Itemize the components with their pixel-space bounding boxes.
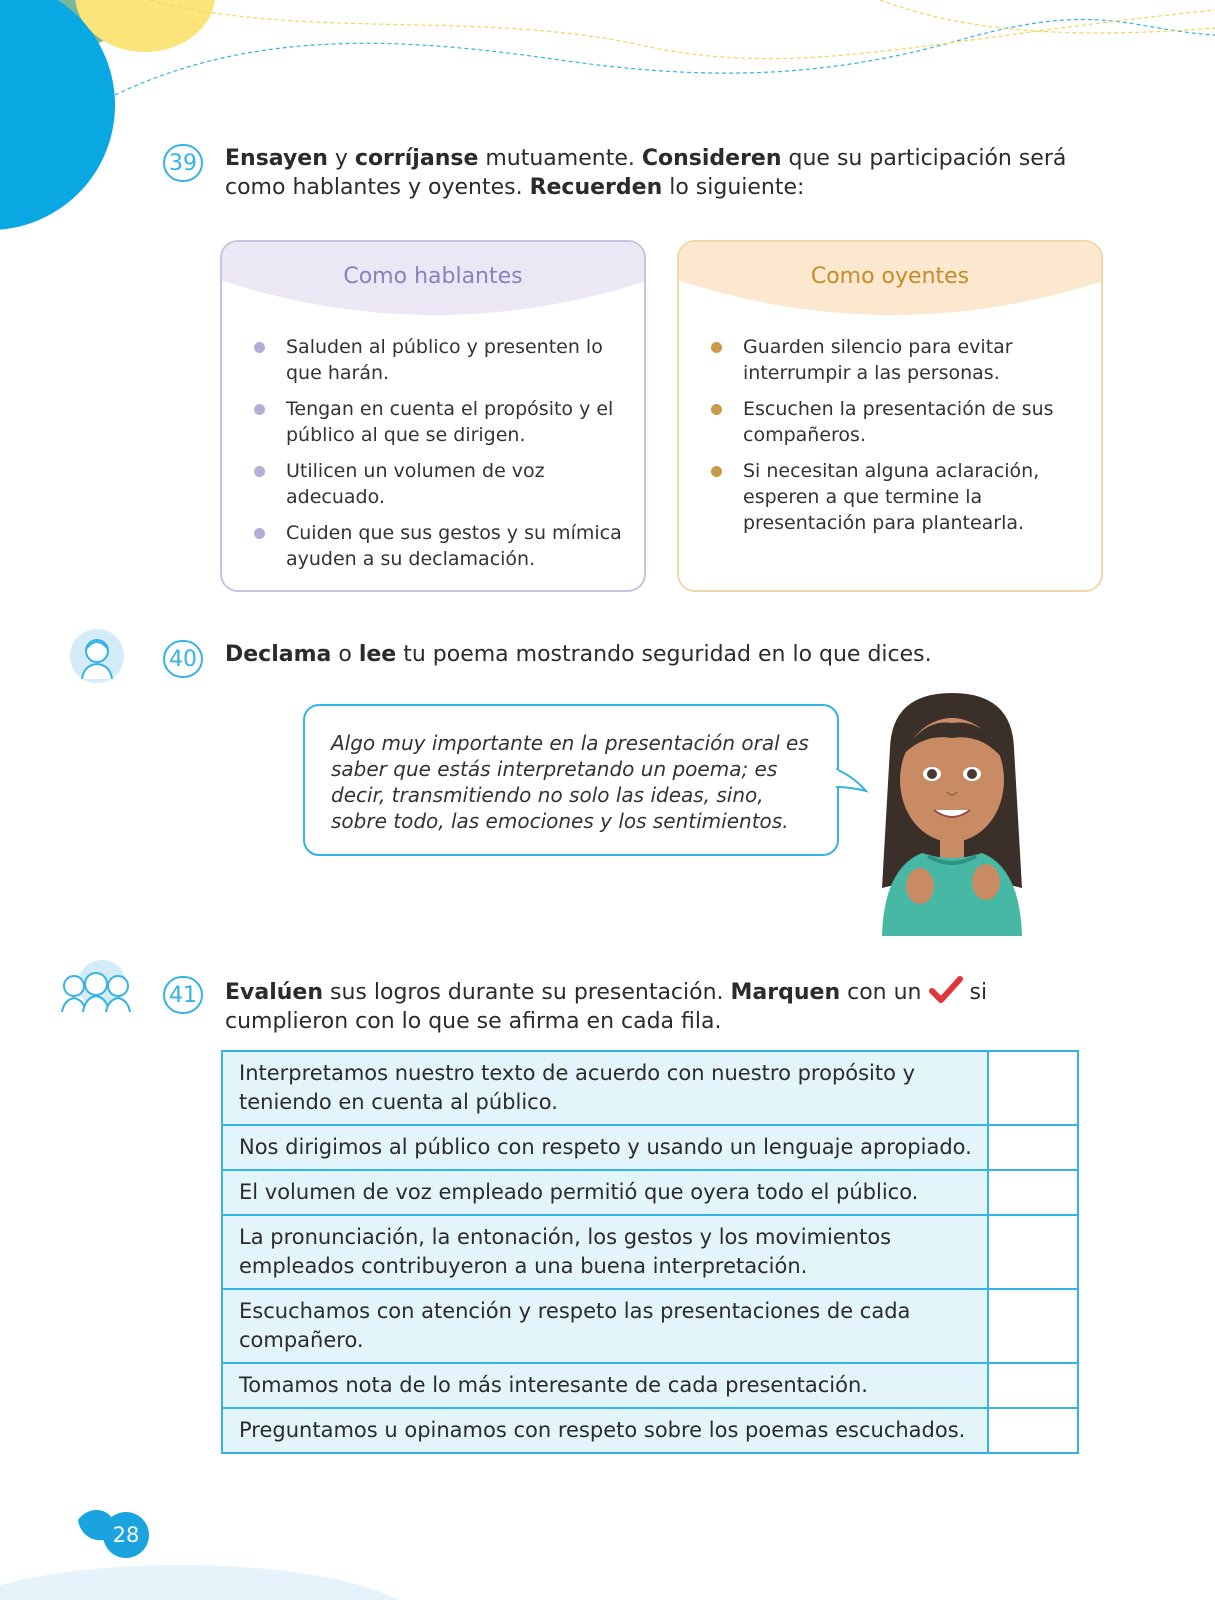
instr-part: si cumplieron con lo que se afirma en cada fila. <box>225 980 988 1034</box>
speakers-list <box>252 334 630 582</box>
list-item <box>252 520 630 572</box>
list-item-text: Utilicen un volumen de voz adecuado. <box>286 460 545 508</box>
instr-part: mutuamente. <box>478 146 642 171</box>
bullet <box>711 466 722 477</box>
table-row <box>222 1051 1078 1125</box>
statement-cell: La pronunciación, la entonación, los gestos y los movimientos empleados contribuyeron a una buena interpretación. <box>222 1215 988 1289</box>
activity-number: 41 <box>163 976 203 1014</box>
check-cell[interactable] <box>988 1408 1078 1453</box>
statement-cell: Preguntamos u opinamos con respeto sobre los poemas escuchados. <box>222 1408 988 1453</box>
list-item-text: Guarden silencio para evitar interrumpir a las personas. <box>743 336 1013 384</box>
list-item-text: Si necesitan alguna aclaración, esperen a que termine la presentación para plantearla. <box>743 460 1040 534</box>
check-cell[interactable] <box>988 1170 1078 1215</box>
instr-part: que su participación será como hablantes y oyentes. <box>225 146 1067 200</box>
check-cell[interactable] <box>988 1363 1078 1408</box>
table-row <box>222 1170 1078 1215</box>
list-item-text: Escuchen la presentación de sus compañeros. <box>743 398 1054 446</box>
instr-part: Marquen <box>730 980 841 1005</box>
statement-cell: Tomamos nota de lo más interesante de cada presentación. <box>222 1363 988 1408</box>
activity-41 <box>163 976 1103 1036</box>
bullet <box>711 342 722 353</box>
speakers-box <box>220 240 646 592</box>
list-item <box>709 334 1087 386</box>
instr-part: corríjanse <box>354 146 479 171</box>
bullet <box>711 404 722 415</box>
table-row <box>222 1125 1078 1170</box>
activity-40 <box>163 640 1103 672</box>
list-item-text: Cuiden que sus gestos y su mímica ayuden a su declamación. <box>286 522 622 570</box>
instr-part: con un <box>840 980 929 1005</box>
bullet <box>254 466 265 477</box>
statement-cell: Interpretamos nuestro texto de acuerdo con nuestro propósito y teniendo en cuenta al público. <box>222 1051 988 1125</box>
group-students-icon <box>56 958 138 1016</box>
list-item <box>252 458 630 510</box>
activity-41-instruction <box>225 976 1103 1036</box>
instr-part: Declama <box>225 642 332 667</box>
statement-cell: Escuchamos con atención y respeto las presentaciones de cada compañero. <box>222 1289 988 1363</box>
instr-part: Recuerden <box>529 175 663 200</box>
listeners-box <box>677 240 1103 592</box>
statement-cell: El volumen de voz empleado permitió que oyera todo el público. <box>222 1170 988 1215</box>
activity-number: 40 <box>163 640 203 678</box>
list-item <box>709 458 1087 536</box>
speech-bubble <box>303 704 839 856</box>
instr-part: Evalúen <box>225 980 324 1005</box>
table-row <box>222 1289 1078 1363</box>
activity-39 <box>163 144 1103 202</box>
list-item <box>252 396 630 448</box>
instr-part: lee <box>358 642 397 667</box>
girl-illustration <box>862 688 1042 936</box>
bullet <box>254 404 265 415</box>
instr-part: lo siguiente: <box>662 175 805 200</box>
table-row <box>222 1363 1078 1408</box>
table-row <box>222 1215 1078 1289</box>
instr-part: Consideren <box>641 146 782 171</box>
bullet <box>254 528 265 539</box>
activity-40-instruction <box>225 640 1103 669</box>
list-item <box>252 334 630 386</box>
checkmark-icon <box>929 976 963 1004</box>
speakers-title: Como hablantes <box>343 264 523 289</box>
list-item-text: Tengan en cuenta el propósito y el público al que se dirigen. <box>286 398 614 446</box>
evaluation-table <box>221 1050 1079 1454</box>
check-cell[interactable] <box>988 1289 1078 1363</box>
instr-part: o <box>331 642 359 667</box>
speech-bubble-text: Algo muy importante en la presentación oral es saber que estás interpretando un poema; es decir, transmitiendo no solo las ideas, sino, sobre todo, las emociones y los sentimientos. <box>331 731 809 833</box>
instr-part: y <box>327 146 355 171</box>
table-row <box>222 1408 1078 1453</box>
check-cell[interactable] <box>988 1051 1078 1125</box>
list-item <box>709 396 1087 448</box>
page-number: 28 <box>103 1512 149 1558</box>
bullet <box>254 342 265 353</box>
listeners-title: Como oyentes <box>810 264 970 289</box>
activity-number: 39 <box>163 144 203 182</box>
instr-part: sus logros durante su presentación. <box>323 980 731 1005</box>
individual-student-icon <box>68 627 126 685</box>
statement-cell: Nos dirigimos al público con respeto y usando un lenguaje apropiado. <box>222 1125 988 1170</box>
list-item-text: Saluden al público y presenten lo que harán. <box>286 336 603 384</box>
listeners-list <box>709 334 1087 546</box>
check-cell[interactable] <box>988 1125 1078 1170</box>
instr-part: tu poema mostrando seguridad en lo que dices. <box>396 642 932 667</box>
activity-39-instruction <box>225 144 1103 202</box>
check-cell[interactable] <box>988 1215 1078 1289</box>
instr-part: Ensayen <box>225 146 328 171</box>
